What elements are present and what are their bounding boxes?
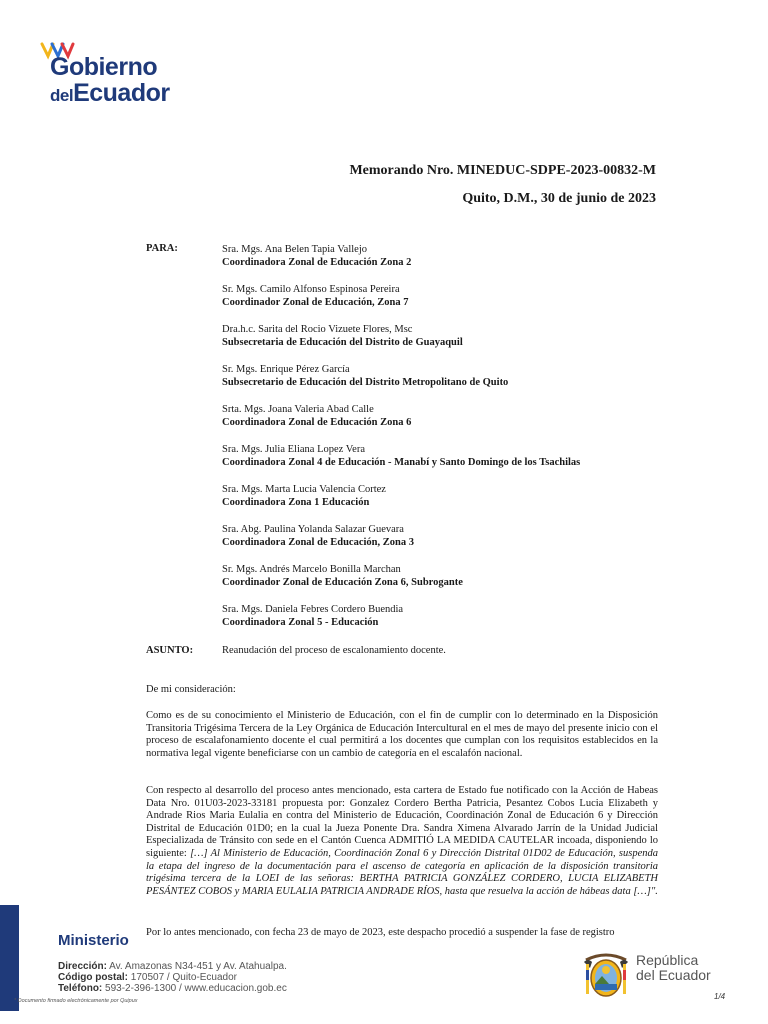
footer-address-label: Dirección: xyxy=(58,961,107,972)
asunto-text: Reanudación del proceso de escalonamiento docente. xyxy=(222,645,446,656)
footer-postal-label: Código postal: xyxy=(58,972,128,983)
logo-text-del: del xyxy=(50,86,74,105)
recipient-name: Sr. Mgs. Enrique Pérez García xyxy=(222,364,350,375)
recipient-item xyxy=(222,523,682,549)
recipient-item xyxy=(222,283,682,309)
recipient-title: Coordinadora Zonal de Educación Zona 2 xyxy=(222,257,412,268)
footer-phone-label: Teléfono: xyxy=(58,983,103,994)
recipient-item xyxy=(222,443,682,469)
recipient-name: Sra. Mgs. Ana Belen Tapia Vallejo xyxy=(222,244,367,255)
recipient-item xyxy=(222,323,682,349)
footer-phone xyxy=(58,983,287,994)
footer-address xyxy=(58,961,287,972)
recipient-name: Srta. Mgs. Joana Valeria Abad Calle xyxy=(222,404,374,415)
recipient-item xyxy=(222,483,682,509)
recipient-title: Subsecretario de Educación del Distrito Metropolitano de Quito xyxy=(222,377,509,388)
recipient-item xyxy=(222,363,682,389)
recipient-name: Sra. Abg. Paulina Yolanda Salazar Guevara xyxy=(222,524,404,535)
recipient-title: Coordinadora Zonal de Educación Zona 6 xyxy=(222,417,412,428)
logo-text-ecuador xyxy=(50,78,170,111)
footer-postal xyxy=(58,972,287,983)
greeting: De mi consideración: xyxy=(146,684,236,695)
footer-phone-value: 593-2-396-1300 / www.educacion.gob.ec xyxy=(105,983,287,994)
recipient-title: Coordinadora Zonal 4 de Educación - Manabí y Santo Domingo de los Tsachilas xyxy=(222,457,581,468)
footer-side-bar xyxy=(0,905,19,1011)
memo-number: Memorando Nro. MINEDUC-SDPE-2023-00832-M xyxy=(349,163,656,178)
recipient-item xyxy=(222,563,682,589)
republica-del-ecuador xyxy=(636,953,711,983)
gobierno-logo xyxy=(40,38,200,108)
logo-text-ecuador-word: Ecuador xyxy=(73,79,170,107)
recipient-name: Sra. Mgs. Marta Lucia Valencia Cortez xyxy=(222,484,386,495)
recipient-title: Coordinadora Zonal 5 - Educación xyxy=(222,617,379,628)
recipient-title: Coordinadora Zonal de Educación, Zona 3 xyxy=(222,537,414,548)
recipient-title: Subsecretaria de Educación del Distrito de Guayaquil xyxy=(222,337,463,348)
paragraph-2-text: Con respecto al desarrollo del proceso antes mencionado, esta cartera de Estado fue notificado con la Acción de Habeas Data Nro. 01U03-2023-33181 propuesta por: Gonzalez Cordero Bertha Patricia, Pesantez Cobos Lucia Elizabeth y Andrade Rios Maria Eulalia en contra del Ministerio de Educación, Coordinación Zonal de Educación 6 y Dirección Distrital de Educación 01D0; en la cual la Jueza Ponente Dra. Sandra Ximena Alvarado Jarrín de la Unidad Judicial Especializada de Tránsito con sede en el Cantón Cuenca ADMITIÓ LA MEDIDA CAUTELAR incoada, disponiendo lo siguiente: xyxy=(146,785,658,859)
paragraph-1: Como es de su conocimiento el Ministerio de Educación, con el fin de cumplir con lo determinado en la Disposición Transitoria Trigésima Tercera de la Ley Orgánica de Educación Intercultural en el mes de mayo del presente inicio con el proceso de escalafonamiento docente el cual permitirá a los docentes que cumplan con los requisitos establecidos en la normativa legal vigente beneficiarse con un cambio de categoría en el escalafón nacional. xyxy=(146,710,658,759)
signed-note: * Documento firmado electrónicamente por Quipux xyxy=(14,998,138,1004)
recipient-item xyxy=(222,243,682,269)
recipient-title: Coordinador Zonal de Educación Zona 6, Subrogante xyxy=(222,577,463,588)
memo-date: Quito, D.M., 30 de junio de 2023 xyxy=(462,191,656,206)
footer-contact xyxy=(58,961,287,994)
paragraph-2-quote: […] Al Ministerio de Educación, Coordinación Zonal 6 y Dirección Distrital 01D02 de Educación, suspenda la etapa del ingreso de la documentación para el ascenso de categoría en aplicación de la disposición transitoria trigésima tercera de la LOEI de las señoras: BERTHA PATRICIA GONZÁLEZ CORDERO, LUCIA ELIZABETH PESÁNTEZ COBOS y MARIA EULALIA PATRICIA ANDRADE RÍOS, hasta que resuelva la acción de hábeas data […]". xyxy=(146,847,658,897)
recipient-title: Coordinadora Zona 1 Educación xyxy=(222,497,370,508)
recipient-title: Coordinador Zonal de Educación, Zona 7 xyxy=(222,297,409,308)
para-label: PARA: xyxy=(146,243,178,254)
paragraph-3: Por lo antes mencionado, con fecha 23 de mayo de 2023, este despacho procedió a suspender la fase de registro xyxy=(146,927,615,938)
recipient-name: Sr. Mgs. Camilo Alfonso Espinosa Pereira xyxy=(222,284,400,295)
page-number: 1/4 xyxy=(714,992,726,1001)
recipient-item xyxy=(222,603,682,629)
recipient-name: Dra.h.c. Sarita del Rocio Vizuete Flores, Msc xyxy=(222,324,413,335)
recipient-name: Sra. Mgs. Julia Eliana Lopez Vera xyxy=(222,444,365,455)
recipient-name: Sra. Mgs. Daniela Febres Cordero Buendia xyxy=(222,604,404,615)
footer-ministry: Ministerio xyxy=(58,932,135,949)
logo-text-gobierno: Gobierno xyxy=(50,53,158,81)
footer-postal-value: 170507 / Quito-Ecuador xyxy=(130,972,237,983)
recipient-item xyxy=(222,403,682,429)
recipient-name: Sr. Mgs. Andrés Marcelo Bonilla Marchan xyxy=(222,564,401,575)
footer-address-value: Av. Amazonas N34-451 y Av. Atahualpa. xyxy=(109,961,287,972)
republica-line-1: República xyxy=(636,952,699,968)
paragraph-2 xyxy=(146,785,658,898)
asunto-label: ASUNTO: xyxy=(146,645,194,656)
recipient-list xyxy=(222,243,682,643)
ecuador-coat-of-arms-icon xyxy=(582,950,630,1002)
republica-line-2: del Ecuador xyxy=(636,967,711,983)
